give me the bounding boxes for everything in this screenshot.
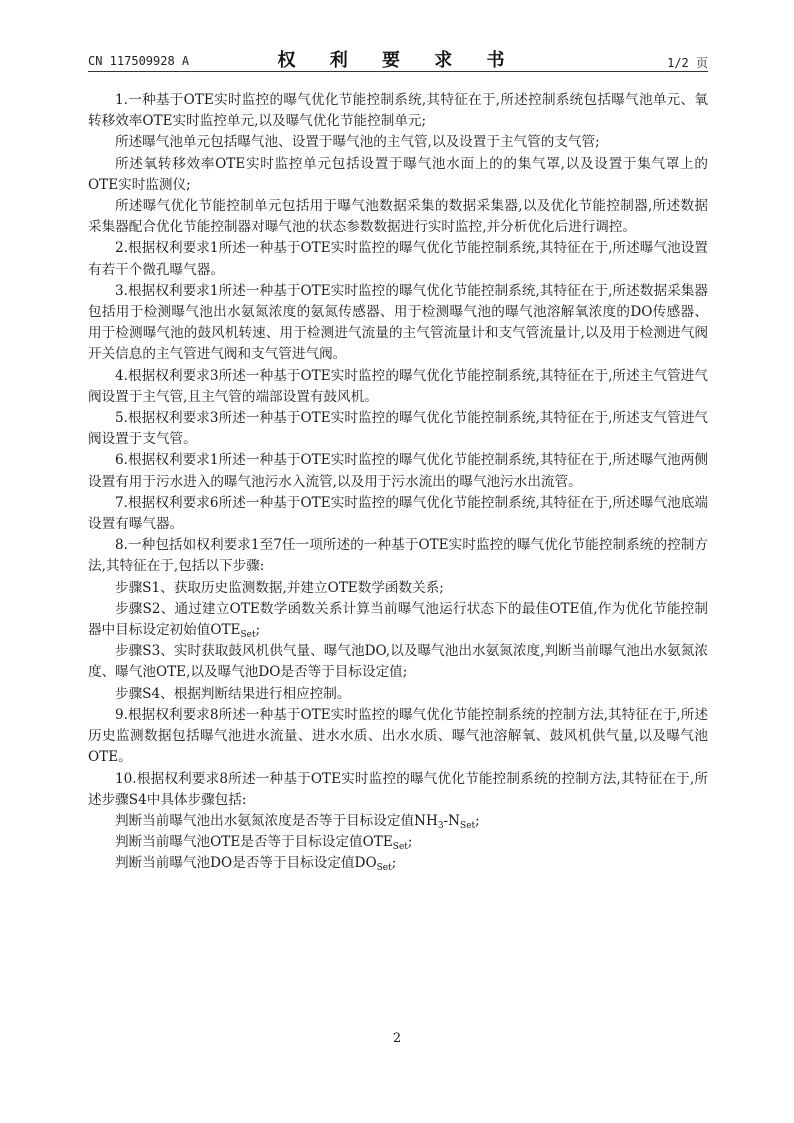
subscript-set: Set xyxy=(376,863,392,874)
subscript-set: Set xyxy=(392,842,408,853)
page-number: 2 xyxy=(392,1031,402,1046)
patent-number: CN 117509928 A xyxy=(88,54,190,68)
claim-paragraph: 10.根据权利要求8所述一种基于OTE实时监控的曝气优化节能控制系统的控制方法,其特征在于,所述步骤S4中具体步骤包括: xyxy=(88,770,708,808)
subscript-set: Set xyxy=(240,630,256,641)
claim-paragraph: 1.一种基于OTE实时监控的曝气优化节能控制系统,其特征在于,所述控制系统包括曝气池单元、氧转移效率OTE实时监控单元,以及曝气优化节能控制单元; xyxy=(88,92,708,130)
page-indicator: 1/2 页 xyxy=(667,56,708,70)
judge-nh3-end: ; xyxy=(475,812,480,829)
claim-paragraph: 所述曝气优化节能控制单元包括用于曝气池数据采集的数据采集器,以及优化节能控制器,所述数据采集器配合优化节能控制器对曝气池的状态参数数据进行实时监控,并分析优化后进行调控。 xyxy=(88,198,708,236)
claim-paragraph: 所述氧转移效率OTE实时监控单元包括设置于曝气池水面上的的集气罩,以及设置于集气罩上的OTE实时监测仪; xyxy=(88,155,708,193)
claim-paragraph: 所述曝气池单元包括曝气池、设置于曝气池的主气管,以及设置于主气管的支气管; xyxy=(115,134,600,151)
judge-nh3-n: -N xyxy=(443,812,461,829)
judge-do-end: ; xyxy=(391,855,397,872)
claim-paragraph: 步骤S1、获取历史监测数据,并建立OTE数学函数关系; xyxy=(115,579,444,596)
claim-paragraph: 7.根据权利要求6所述一种基于OTE实时监控的曝气优化节能控制系统,其特征在于,所述曝气池底端设置有曝气器。 xyxy=(88,494,708,533)
judge-ote-end: ; xyxy=(407,834,413,851)
claim-paragraph: 9.根据权利要求8所述一种基于OTE实时监控的曝气优化节能控制系统的控制方法,其特征在于,所述历史监测数据包括曝气池进水流量、进水水质、出水水质、曝气池溶解氧、鼓风机供气量,以及曝气池OTE。 xyxy=(88,706,708,766)
s2-end: ; xyxy=(255,622,261,639)
judge-nh3-text: 判断当前曝气池出水氨氮浓度是否等于目标设定值NH xyxy=(115,812,438,829)
header-divider xyxy=(88,71,708,72)
claims-body xyxy=(88,90,708,875)
document-title: 权 利 要 求 书 xyxy=(277,50,519,71)
claim-paragraph: 5.根据权利要求3所述一种基于OTE实时监控的曝气优化节能控制系统,其特征在于,所述支气管进气阀设置于支气管。 xyxy=(88,410,708,448)
claim-paragraph: 4.根据权利要求3所述一种基于OTE实时监控的曝气优化节能控制系统,其特征在于,所述主气管进气阀设置于主气管,且主气管的端部设置有鼓风机。 xyxy=(88,367,708,405)
judge-nh3 xyxy=(88,811,708,832)
claim-paragraph: 步骤S3、实时获取鼓风机供气量、曝气池DO,以及曝气池出水氨氮浓度,判断当前曝气池出水氨氮浓度、曝气池OTE,以及曝气池DO是否等于目标设定值; xyxy=(88,643,708,681)
claim-paragraph-s2 xyxy=(88,599,708,641)
claim-paragraph: 2.根据权利要求1所述一种基于OTE实时监控的曝气优化节能控制系统,其特征在于,所述曝气池设置有若干个微孔曝气器。 xyxy=(88,240,708,278)
subscript-set: Set xyxy=(460,820,476,831)
page-header xyxy=(88,44,708,70)
judge-do-text: 判断当前曝气池DO是否等于目标设定值DO xyxy=(115,855,377,872)
judge-ote xyxy=(88,832,708,853)
s2-text: 步骤S2、通过建立OTE数学函数关系计算当前曝气池运行状态下的最佳OTE值,作为优化节能控制器中目标设定初始值OTE xyxy=(88,600,708,639)
judge-do xyxy=(88,853,708,874)
subscript-3: 3 xyxy=(437,820,444,831)
claim-paragraph: 3.根据权利要求1所述一种基于OTE实时监控的曝气优化节能控制系统,其特征在于,所述数据采集器包括用于检测曝气池出水氨氮浓度的氨氮传感器、用于检测曝气池的曝气池溶解氧浓度的DO传感器、用于检测曝气池的鼓风机转速、用于检测进气流量的主气管流量计和支气管流量计,以及用于检测进气阀开关信息的主气管进气阀和支气管进气阀。 xyxy=(88,282,708,363)
claim-paragraph: 6.根据权利要求1所述一种基于OTE实时监控的曝气优化节能控制系统,其特征在于,所述曝气池两侧设置有用于污水进入的曝气池污水入流管,以及用于污水流出的曝气池污水出流管。 xyxy=(88,452,708,490)
claim-paragraph: 步骤S4、根据判断结果进行相应控制。 xyxy=(115,685,351,702)
claim-paragraph: 8.一种包括如权利要求1至7任一项所述的一种基于OTE实时监控的曝气优化节能控制系统的控制方法,其特征在于,包括以下步骤: xyxy=(88,537,708,575)
judge-ote-text: 判断当前曝气池OTE是否等于目标设定值OTE xyxy=(115,834,393,851)
